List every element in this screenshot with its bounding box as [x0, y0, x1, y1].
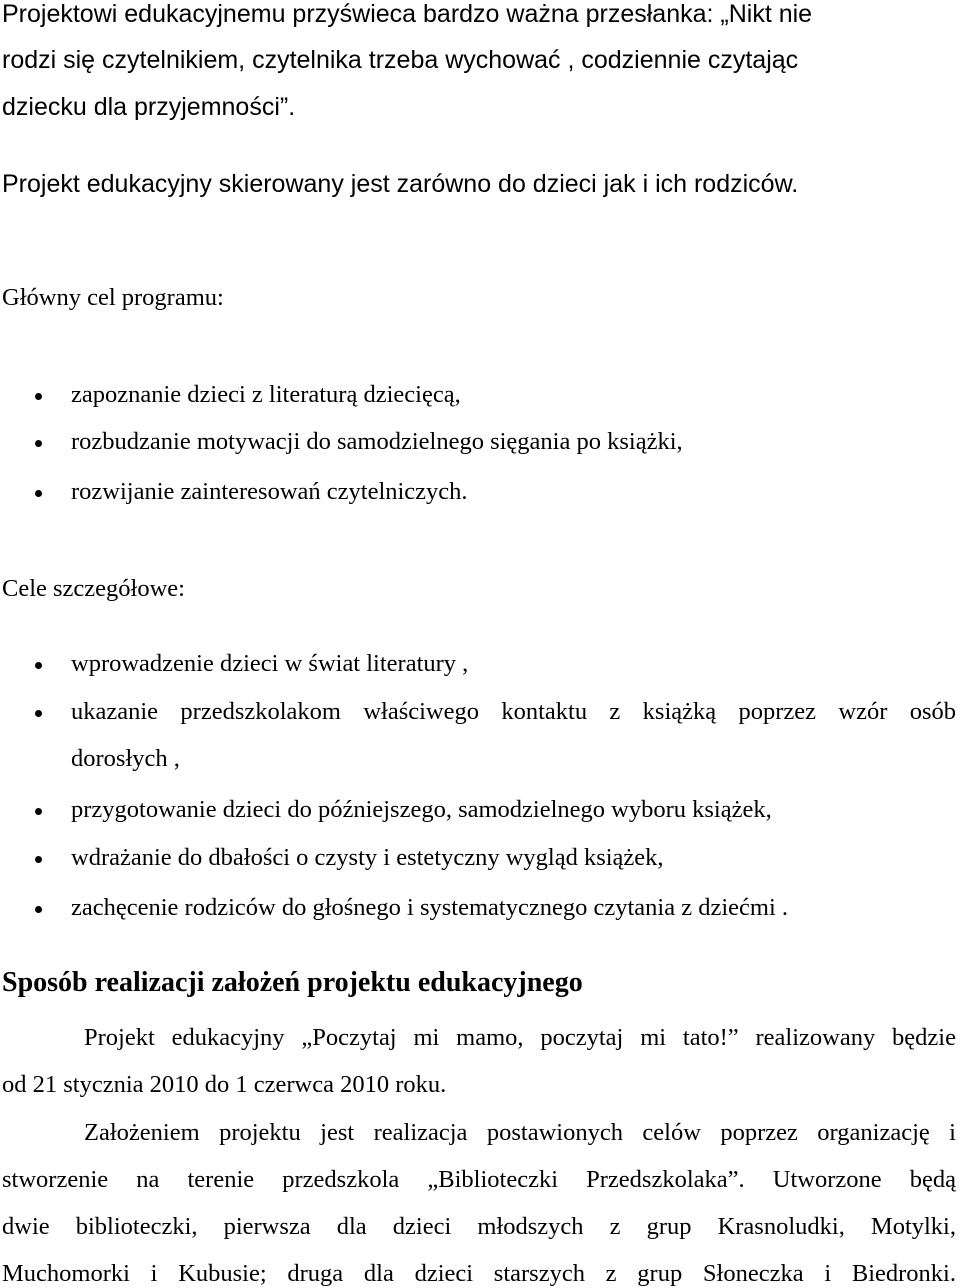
intro-line-3: dziecku dla przyjemności”. [2, 93, 296, 121]
main-goal-item-3: rozwijanie zainteresowań czytelniczych. [71, 478, 468, 505]
detailed-goals-heading: Cele szczegółowe: [2, 575, 185, 602]
bullet-icon [35, 710, 42, 717]
bullet-icon [35, 856, 42, 863]
detailed-goal-item-2: ukazanie przedszkolakom właściwego kontaktu z książką poprzez wzór osób [71, 698, 956, 725]
bullet-icon [35, 393, 42, 400]
detailed-goal-item-3: przygotowanie dzieci do późniejszego, samodzielnego wyboru książek, [71, 796, 772, 823]
detailed-goal-item-4: wdrażanie do dbałości o czysty i estetyczny wygląd książek, [71, 844, 664, 871]
intro-line-2: rodzi się czytelnikiem, czytelnika trzeba wychować , codziennie czytając [2, 46, 799, 74]
intro-line-4: Projekt edukacyjny skierowany jest zarówno do dzieci jak i ich rodziców. [2, 170, 799, 198]
bullet-icon [35, 490, 42, 497]
main-goal-item-2: rozbudzanie motywacji do samodzielnego sięgania po książki, [71, 428, 683, 455]
detailed-goal-item-2-cont: dorosłych , [71, 745, 180, 772]
paragraph-2-line-4: Muchomorki i Kubusie; druga dla dzieci starszych z grup Słoneczka i Biedronki. [2, 1260, 956, 1287]
main-goal-item-1: zapoznanie dzieci z literaturą dziecięcą, [71, 381, 461, 408]
bullet-icon [35, 906, 42, 913]
paragraph-1-line-1: Projekt edukacyjny „Poczytaj mi mamo, poczytaj mi tato!” realizowany będzie [84, 1024, 956, 1051]
bullet-icon [35, 662, 42, 669]
paragraph-2-line-1: Założeniem projektu jest realizacja postawionych celów poprzez organizację i [84, 1119, 956, 1146]
paragraph-2-line-2: stworzenie na terenie przedszkola „Biblioteczki Przedszkolaka”. Utworzone będą [2, 1166, 956, 1193]
paragraph-2-line-3: dwie biblioteczki, pierwsza dla dzieci młodszych z grup Krasnoludki, Motylki, [2, 1213, 956, 1240]
paragraph-1-line-2: od 21 stycznia 2010 do 1 czerwca 2010 roku. [2, 1071, 447, 1098]
intro-line-1: Projektowi edukacyjnemu przyświeca bardzo ważna przesłanka: „Nikt nie [2, 0, 813, 28]
implementation-heading: Sposób realizacji założeń projektu edukacyjnego [2, 967, 583, 998]
detailed-goal-item-1: wprowadzenie dzieci w świat literatury , [71, 650, 469, 677]
bullet-icon [35, 808, 42, 815]
main-goal-heading: Główny cel programu: [2, 284, 224, 311]
bullet-icon [35, 440, 42, 447]
detailed-goal-item-5: zachęcenie rodziców do głośnego i systematycznego czytania z dziećmi . [71, 894, 788, 921]
